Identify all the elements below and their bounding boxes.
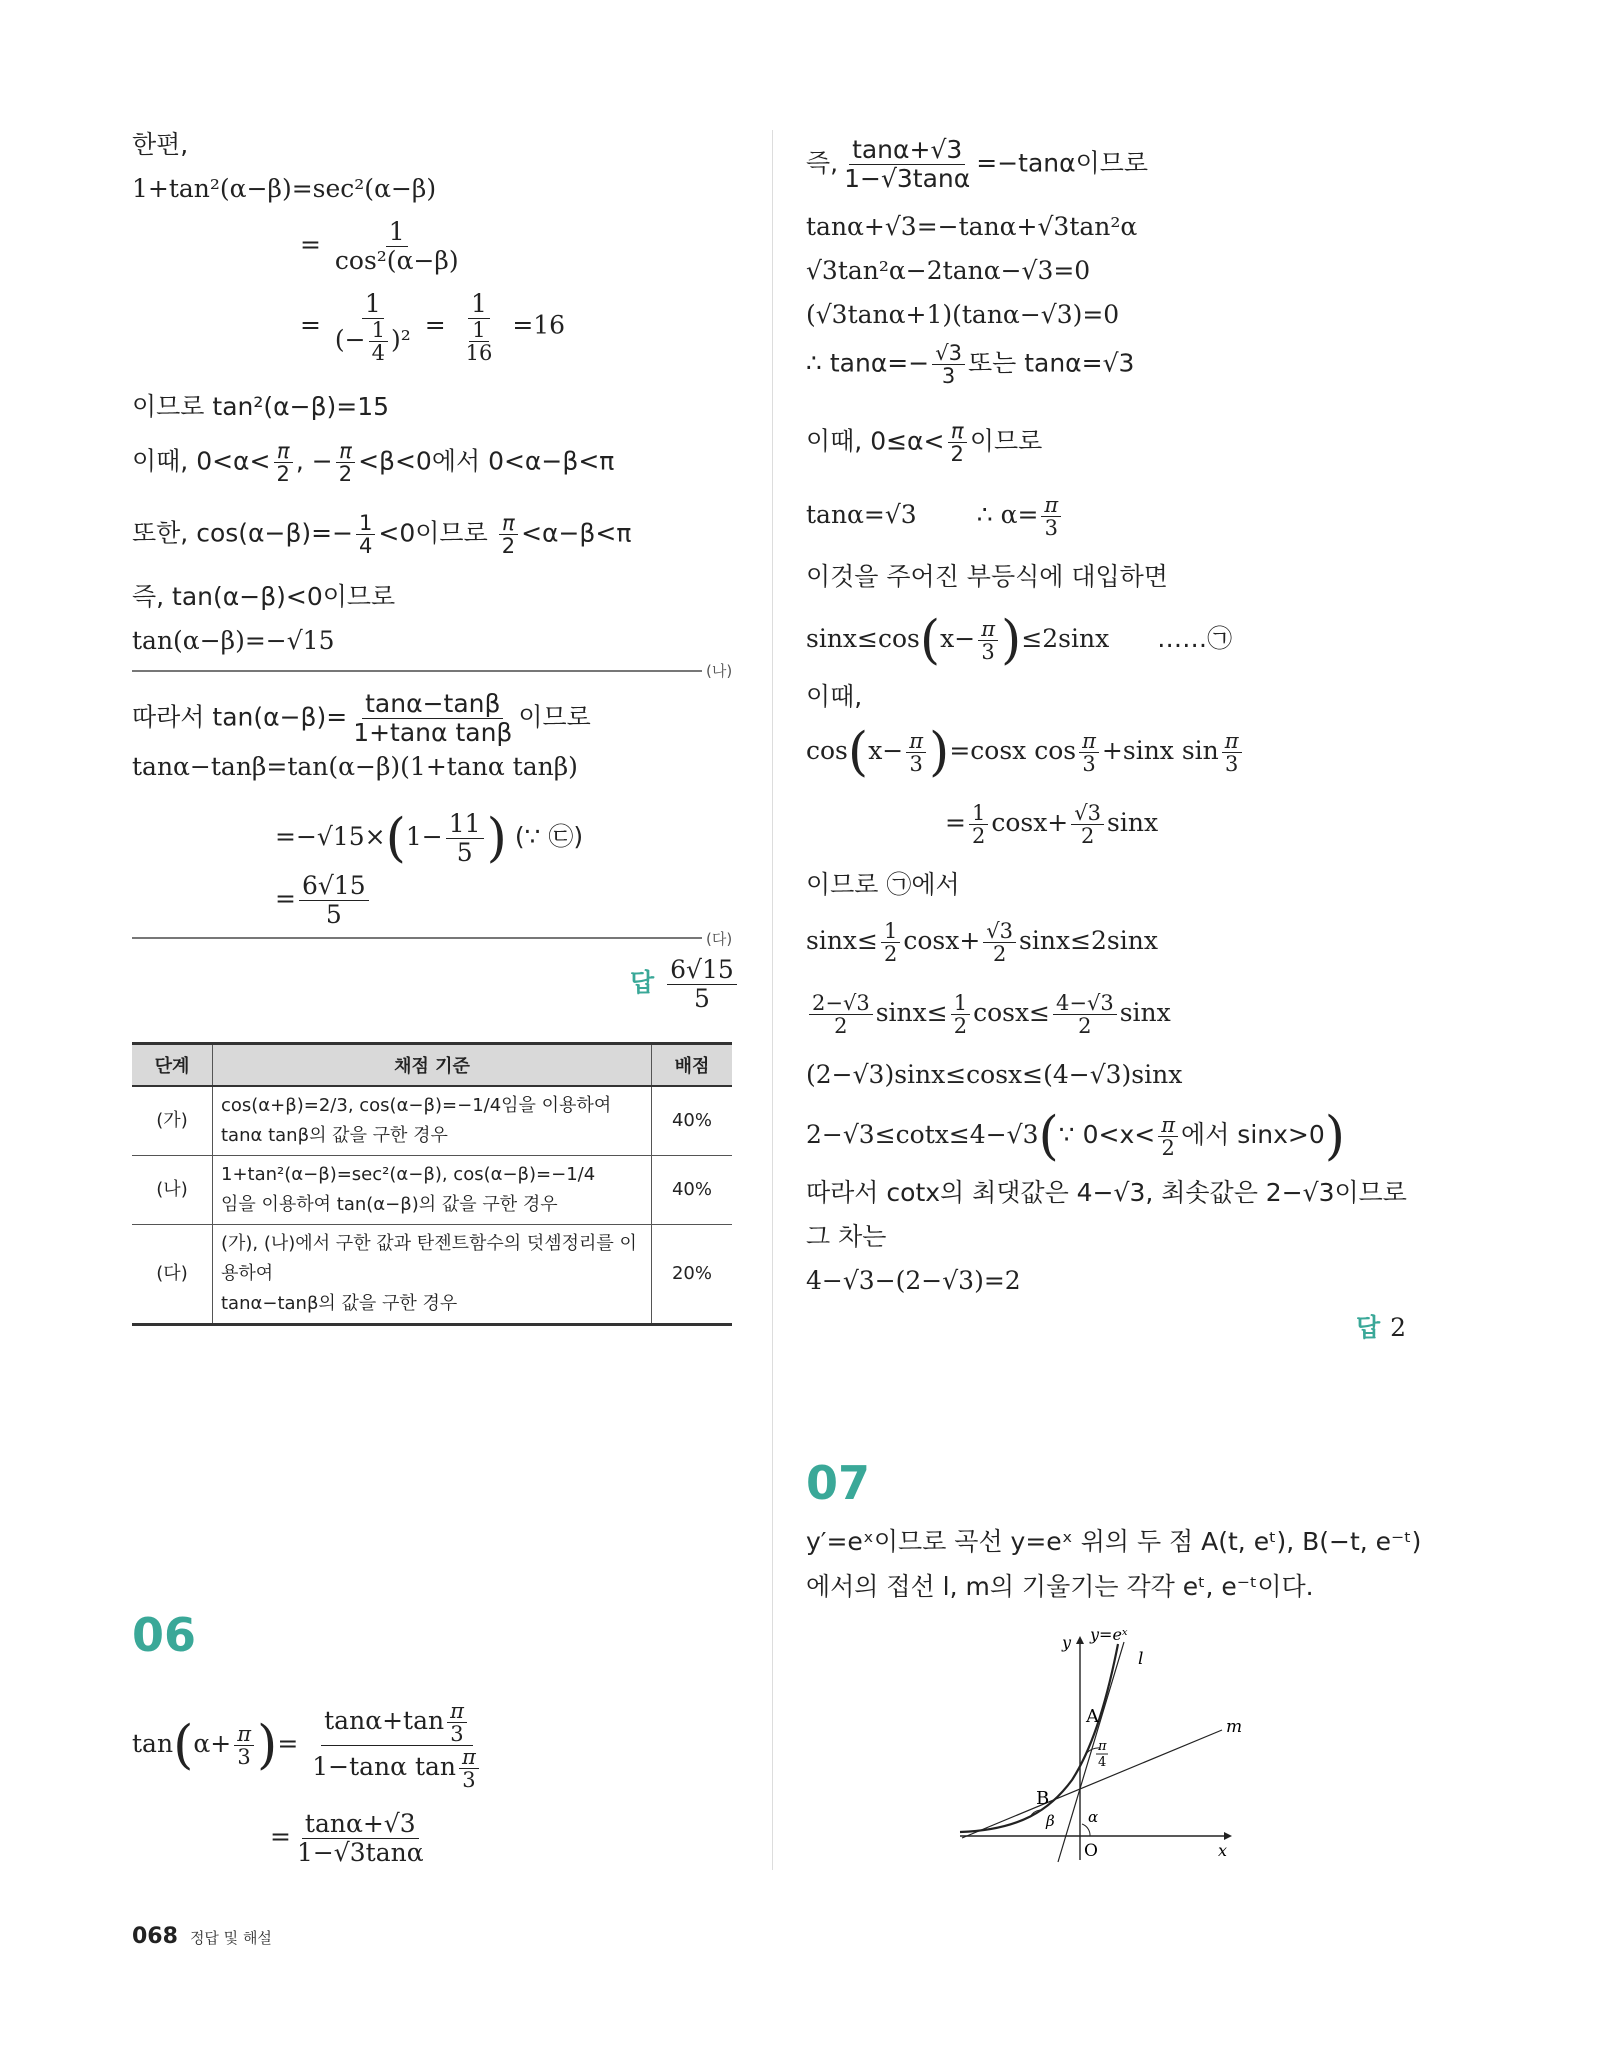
text-line: 즉, tan(α−β)<0이므로 [132, 582, 396, 611]
text-line: 한편, [132, 130, 189, 159]
table-row [132, 1225, 732, 1325]
grading-table [132, 1042, 732, 1326]
step-tag: (나) [706, 662, 733, 680]
label-b: B [1036, 1788, 1050, 1809]
score-cell: 40% [652, 1156, 733, 1225]
text-line: 이것을 주어진 부등식에 대입하면 [806, 562, 1168, 591]
text-line: 이때, 0<α< $\frac{\pi}{2}$ , − $\frac{\pi}{2}$ <β<0에서 0<α−β<π [132, 439, 615, 486]
step-tag: (다) [706, 930, 733, 948]
step-cell: (나) [132, 1156, 213, 1225]
footer [132, 1924, 272, 1949]
label-4: 4 [1098, 1755, 1107, 1770]
equation-line: √3tan²α−2tanα−√3=0 [806, 256, 1091, 285]
equation-line: = 1 (− $\frac{1}{4}$ )² = $\frac{1}{\frac{1}{16}}$ =16 [300, 289, 566, 365]
label-pi: π [1098, 1739, 1107, 1754]
equation-line: tan(α−β)=−√15 [132, 626, 335, 655]
problem-number: 07 [806, 1456, 871, 1510]
equation-line: (√3tanα+1)(tanα−√3)=0 [806, 300, 1120, 329]
equation-line: sinx≤cos(x− $\frac{\pi}{3}$ )≤2sinx ……㉠ [806, 610, 1233, 671]
equation-line: tanα−tanβ=tan(α−β)(1+tanα tanβ) [132, 752, 578, 781]
equation-line: 2−√3≤cotx≤4−√3(∵ 0<x< $\frac{\pi}{2}$ 에서 sinx>0) [806, 1106, 1346, 1167]
equation-line: tanα=√3 ∴ α= $\frac{\pi}{3}$ [806, 494, 1064, 539]
footer-title: 정답 및 해설 [189, 1929, 272, 1947]
equation-line: = $\frac{6√15}{5}$ [275, 872, 372, 929]
equation-line: = $\frac{\tan\alpha+√3}{1-√3\tan\alpha}$ [270, 1809, 424, 1867]
text-line: 이므로 ㉠에서 [806, 870, 960, 899]
page-number: 068 [132, 1924, 178, 1949]
label-m: m [1226, 1717, 1243, 1737]
table-row [132, 1086, 732, 1156]
equation-line: cos(x− $\frac{\pi}{3}$ )=cosx cos $\frac{\pi}{3}$ +sinx sin $\frac{\pi}{3}$ [806, 730, 1245, 775]
text-line: 이때, 0≤α< $\frac{\pi}{2}$ 이므로 [806, 419, 1043, 466]
score-cell: 40% [652, 1086, 733, 1156]
equation-line: tanα+√3=−tanα+√3tan²α [806, 212, 1138, 241]
divider [132, 937, 702, 939]
label-beta: β [1046, 1812, 1055, 1830]
table-row [132, 1156, 732, 1225]
label-o: O [1084, 1841, 1098, 1861]
y-arrow [1076, 1636, 1084, 1644]
text-line: 즉, $\frac{\tan\alpha+√3}{1-√3\tan\alpha}$ =−tanα이므로 [806, 135, 1149, 193]
text-line: ∴ tanα=− $\frac{√3}{3}$ 또는 tanα=√3 [806, 341, 1135, 388]
equation-line: (2−√3)sinx≤cosx≤(4−√3)sinx [806, 1060, 1183, 1089]
label-l: l [1138, 1649, 1144, 1669]
equation-line: =−√15×(1− $\frac{11}{5}$ ) (∵ ㉢) [275, 808, 584, 869]
equation-line: = $\frac{1}{\text{cos²(α−β)}}$ [300, 217, 459, 275]
equation-line: 1+tan²(α−β)=sec²(α−β) [132, 174, 437, 203]
text-line: 따라서 tan(α−β)= $\frac{\tan\alpha-\tan\beta}{\text{1+tanα tanβ}}$ 이므로 [132, 689, 591, 747]
label-y: y [1062, 1633, 1072, 1652]
text-line: 또한, cos(α−β)=− $\frac{1}{4}$ <0이므로 $\frac{\pi}{2}$ <α−β<π [132, 511, 632, 558]
equation-line: $\frac{2-√3}{2}$ sinx≤ $\frac{1}{2}$ cosx≤ $\frac{4-√3}{2}$ sinx [806, 992, 1171, 1037]
divider [132, 670, 702, 672]
problem-number: 06 [132, 1608, 197, 1662]
equation-line: tan(α+ $\frac{\pi}{3}$ )= tanα+tan $\frac{\pi}{3}$ 1−tanα tan $\frac{\pi}{3}$ [132, 1700, 488, 1791]
answer: 답 $\frac{6√15}{5}$ [630, 956, 740, 1013]
x-arrow [1224, 1832, 1232, 1840]
header-score: 배점 [652, 1044, 733, 1087]
text-line: y′=eˣ이므로 곡선 y=eˣ 위의 두 점 A(t, eᵗ), B(−t, e⁻ᵗ) [806, 1527, 1422, 1556]
header-step: 단계 [132, 1044, 213, 1087]
tangent-l [1058, 1642, 1124, 1862]
equation-line: = $\frac{1}{2}$ cosx+ $\frac{√3}{2}$ sinx [945, 801, 1159, 848]
text-line: 이때, [806, 682, 863, 711]
criteria-cell: 1+tan²(α−β)=sec²(α−β), cos(α−β)=−1/4 임을 이용하여 tan(α−β)의 값을 구한 경우 [213, 1156, 652, 1225]
step-cell: (가) [132, 1086, 213, 1156]
text-line: 그 차는 [806, 1222, 887, 1251]
text-line: 이므로 tan²(α−β)=15 [132, 392, 390, 421]
equation-line: sinx≤ $\frac{1}{2}$ cosx+ $\frac{√3}{2}$ sinx≤2sinx [806, 919, 1158, 966]
text-line: 에서의 접선 l, m의 기울기는 각각 eᵗ, e⁻ᵗ이다. [806, 1572, 1314, 1601]
equation-line: 4−√3−(2−√3)=2 [806, 1266, 1021, 1295]
label-x: x [1218, 1841, 1228, 1860]
label-curve: y=eˣ [1090, 1625, 1128, 1644]
label-alpha: α [1088, 1808, 1099, 1826]
criteria-cell: cos(α+β)=2/3, cos(α−β)=−1/4임을 이용하여 tanα tanβ의 값을 구한 경우 [213, 1086, 652, 1156]
criteria-cell: (가), (나)에서 구한 값과 탄젠트함수의 덧셈정리를 이용하여 tanα−tanβ의 값을 구한 경우 [213, 1225, 652, 1325]
column-divider [772, 130, 773, 1870]
score-cell: 20% [652, 1225, 733, 1325]
answer: 답 2 [1356, 1313, 1407, 1342]
text-line: 따라서 cotx의 최댓값은 4−√3, 최솟값은 2−√3이므로 [806, 1178, 1407, 1207]
header-criteria: 채점 기준 [213, 1044, 652, 1087]
graph [950, 1620, 1250, 1870]
label-a: A [1086, 1706, 1099, 1727]
step-cell: (다) [132, 1225, 213, 1325]
